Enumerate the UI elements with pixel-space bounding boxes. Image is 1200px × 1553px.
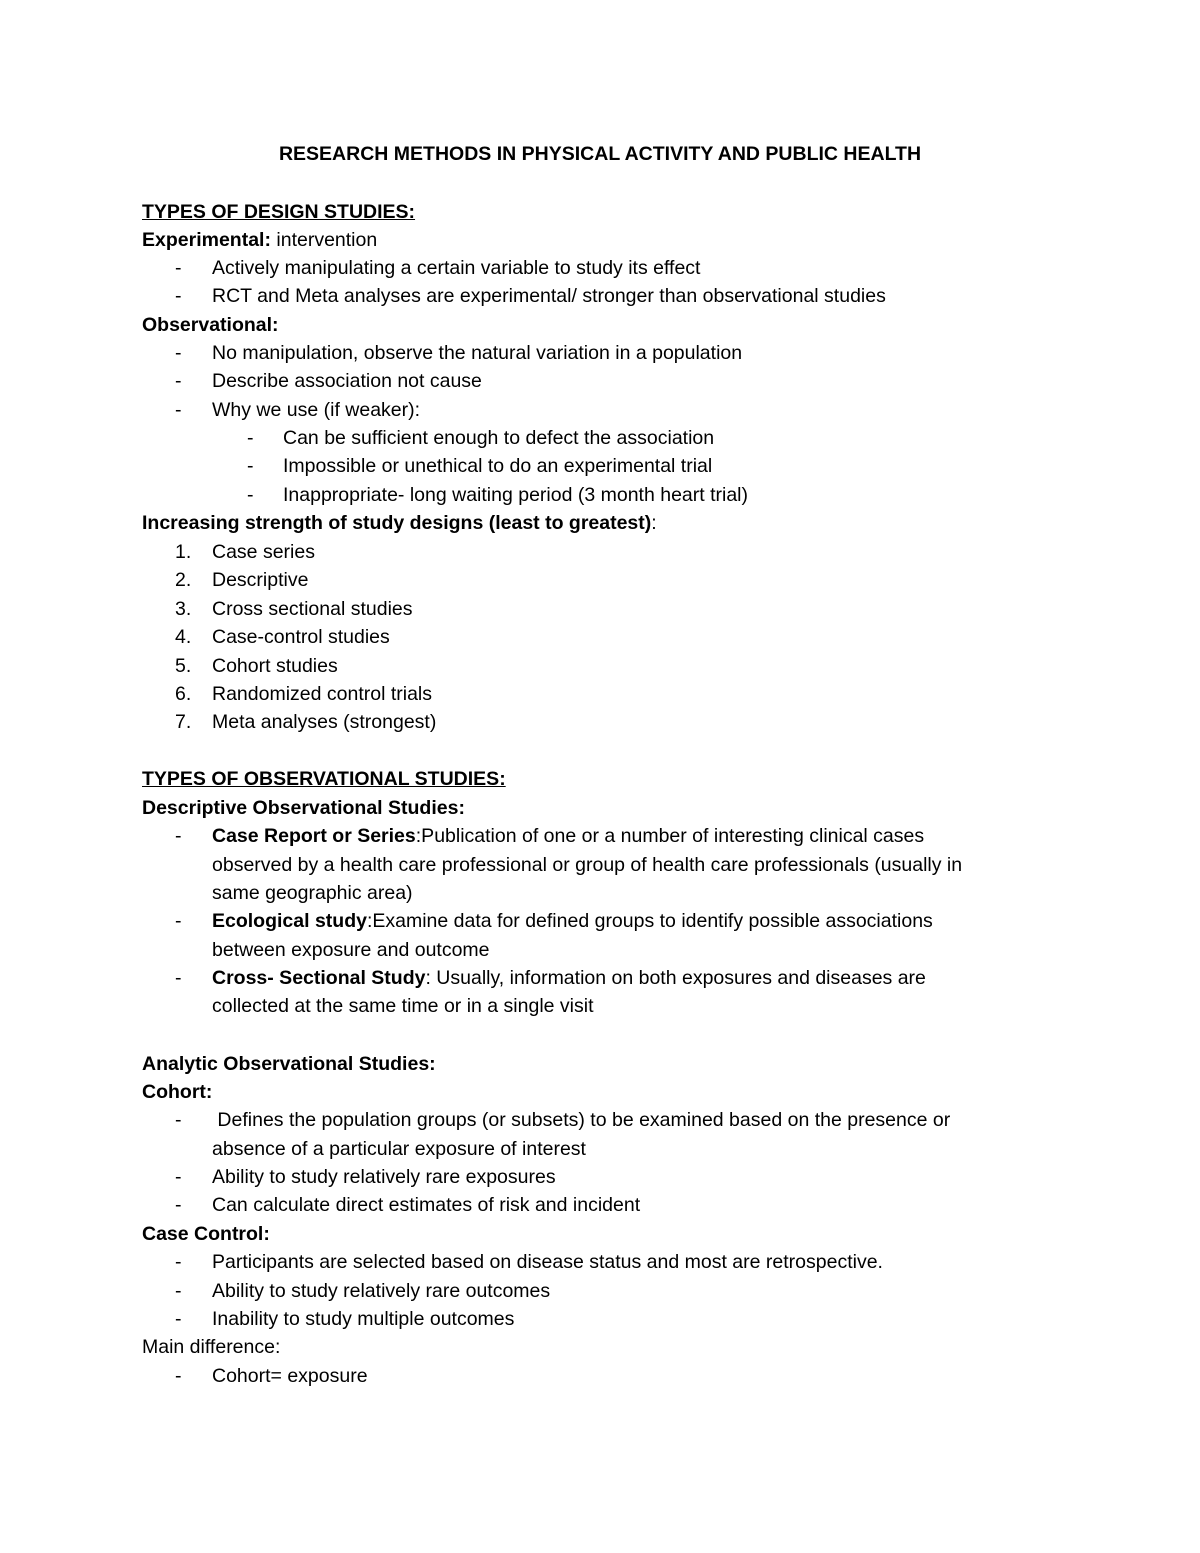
list-number: 3. <box>175 598 192 620</box>
ecological-text-2: between exposure and outcome <box>212 939 490 961</box>
bullet-dash: - <box>175 342 182 364</box>
cohort-label: Cohort: <box>142 1081 213 1103</box>
list-number: 4. <box>175 626 192 648</box>
bullet-dash: - <box>175 825 182 847</box>
numbered-item: Case-control studies <box>212 626 390 648</box>
list-item: Participants are selected based on disease status and most are retrospective. <box>212 1251 883 1273</box>
sub-list-item: Inappropriate- long waiting period (3 month heart trial) <box>283 484 749 506</box>
ecological-text: :Examine data for defined groups to identify possible associations <box>366 910 933 932</box>
ecological-line <box>212 907 933 935</box>
case-report-text-3: same geographic area) <box>212 882 413 904</box>
list-item: Ability to study relatively rare exposures <box>212 1166 556 1188</box>
case-control-label: Case Control: <box>142 1223 270 1245</box>
cross-sectional-text-2: collected at the same time or in a single visit <box>212 995 594 1017</box>
bullet-dash: - <box>175 1109 182 1131</box>
cross-sectional-line <box>212 964 926 992</box>
bullet-dash: - <box>247 427 254 449</box>
descriptive-label: Descriptive Observational Studies: <box>142 797 465 819</box>
list-item: Can calculate direct estimates of risk and incident <box>212 1194 641 1216</box>
cross-sectional-text: : Usually, information on both exposures and diseases are <box>425 967 926 989</box>
numbered-item: Cross sectional studies <box>212 598 413 620</box>
bullet-dash: - <box>175 399 182 421</box>
list-item: Why we use (if weaker): <box>212 399 421 421</box>
list-item: Ability to study relatively rare outcomes <box>212 1280 551 1302</box>
ecological-label: Ecological study <box>212 910 367 932</box>
case-report-text: :Publication of one or a number of interesting clinical cases <box>415 825 925 847</box>
bullet-dash: - <box>175 1365 182 1387</box>
list-number: 2. <box>175 569 192 591</box>
list-number: 7. <box>175 711 192 733</box>
numbered-item: Descriptive <box>212 569 309 591</box>
analytic-label: Analytic Observational Studies: <box>142 1053 436 1075</box>
strength-colon: : <box>651 512 657 534</box>
experimental-line <box>142 226 377 254</box>
bullet-dash: - <box>175 1251 182 1273</box>
numbered-item: Cohort studies <box>212 655 338 677</box>
numbered-item: Case series <box>212 541 315 563</box>
design-heading: TYPES OF DESIGN STUDIES: <box>142 201 416 223</box>
case-report-line <box>212 822 924 850</box>
strength-line <box>142 509 657 537</box>
list-number: 1. <box>175 541 192 563</box>
sub-list-item: Impossible or unethical to do an experimental trial <box>283 455 713 477</box>
list-item: RCT and Meta analyses are experimental/ stronger than observational studies <box>212 285 886 307</box>
cohort-text: Defines the population groups (or subsets) to be examined based on the presence or <box>212 1109 951 1131</box>
bullet-dash: - <box>175 370 182 392</box>
list-item: Cohort= exposure <box>212 1365 368 1387</box>
cross-sectional-label: Cross- Sectional Study <box>212 967 426 989</box>
bullet-dash: - <box>247 484 254 506</box>
list-number: 6. <box>175 683 192 705</box>
main-difference-label: Main difference: <box>142 1336 281 1358</box>
numbered-item: Meta analyses (strongest) <box>212 711 437 733</box>
bullet-dash: - <box>247 455 254 477</box>
page-title: RESEARCH METHODS IN PHYSICAL ACTIVITY AND PUBLIC HEALTH <box>278 143 922 165</box>
list-item: No manipulation, observe the natural variation in a population <box>212 342 743 364</box>
case-report-text-2: observed by a health care professional or group of health care professionals (usually in <box>212 854 963 876</box>
bullet-dash: - <box>175 910 182 932</box>
cohort-text-2: absence of a particular exposure of interest <box>212 1138 586 1160</box>
list-item: Actively manipulating a certain variable to study its effect <box>212 257 701 279</box>
list-item: Inability to study multiple outcomes <box>212 1308 515 1330</box>
strength-label: Increasing strength of study designs (least to greatest) <box>142 512 652 534</box>
observational-heading: TYPES OF OBSERVATIONAL STUDIES: <box>142 768 506 790</box>
bullet-dash: - <box>175 1280 182 1302</box>
experimental-label: Experimental: <box>142 229 271 251</box>
list-number: 5. <box>175 655 192 677</box>
numbered-item: Randomized control trials <box>212 683 433 705</box>
bullet-dash: - <box>175 1166 182 1188</box>
experimental-text: intervention <box>270 229 378 251</box>
sub-list-item: Can be sufficient enough to defect the association <box>283 427 715 449</box>
bullet-dash: - <box>175 967 182 989</box>
bullet-dash: - <box>175 1194 182 1216</box>
bullet-dash: - <box>175 257 182 279</box>
observational-label: Observational: <box>142 314 279 336</box>
case-report-label: Case Report or Series <box>212 825 416 847</box>
bullet-dash: - <box>175 1308 182 1330</box>
bullet-dash: - <box>175 285 182 307</box>
list-item: Describe association not cause <box>212 370 482 392</box>
